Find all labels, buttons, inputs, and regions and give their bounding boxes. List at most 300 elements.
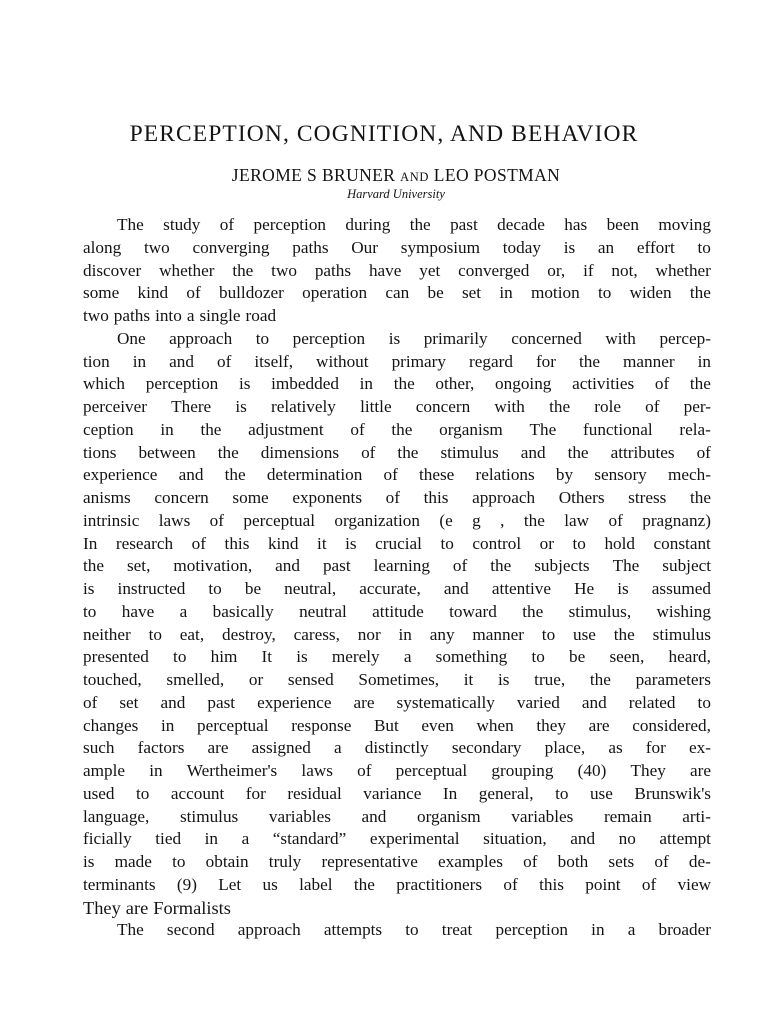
word: or	[539, 533, 554, 553]
word: of	[350, 419, 365, 439]
word: the	[567, 442, 589, 462]
word: of	[654, 852, 669, 871]
word: neutral,	[284, 579, 337, 598]
body-line	[83, 419, 711, 442]
word: him	[210, 647, 238, 667]
word: experience	[83, 465, 158, 485]
word: is	[296, 647, 308, 667]
body-line	[83, 555, 711, 578]
word: or,	[547, 260, 566, 280]
word: grouping	[491, 761, 554, 780]
word: ficially	[83, 829, 132, 849]
word: the	[391, 419, 413, 439]
word: with	[494, 397, 525, 416]
body-line	[83, 669, 711, 692]
word: experimental	[369, 829, 460, 849]
word: organism	[416, 806, 481, 826]
word: role	[594, 397, 621, 416]
word: Brunswik's	[634, 783, 711, 803]
word: wishing	[656, 601, 711, 621]
word: the	[523, 510, 545, 530]
word: are	[588, 715, 610, 735]
word: toward	[449, 601, 497, 621]
word: neutral	[299, 601, 347, 621]
word: the	[409, 215, 431, 234]
word: something	[435, 647, 508, 667]
word: g	[472, 510, 481, 530]
body-line	[83, 373, 711, 396]
word: into	[155, 306, 182, 325]
word: to	[597, 283, 612, 303]
word: paths	[292, 237, 329, 257]
word: in	[132, 351, 147, 371]
word: law	[564, 510, 590, 530]
word: of	[83, 692, 98, 712]
word: destroy,	[221, 624, 276, 644]
word: along	[83, 237, 122, 257]
word: to	[255, 328, 270, 348]
word: functional	[583, 419, 653, 439]
word: (9)	[176, 874, 197, 894]
word: the	[613, 624, 635, 644]
word: past	[322, 556, 351, 576]
word: treat	[441, 920, 473, 940]
word: in	[398, 624, 412, 644]
word: other,	[435, 374, 475, 394]
word: set,	[126, 556, 151, 576]
word: a	[333, 738, 342, 758]
word: is	[345, 533, 357, 553]
body-line	[83, 874, 711, 897]
word: use	[573, 624, 596, 644]
word: to	[136, 783, 150, 803]
word: ception	[83, 419, 134, 439]
word: perception	[495, 920, 569, 940]
word: been	[606, 215, 640, 234]
word: for	[645, 738, 666, 758]
word: ample	[83, 761, 125, 780]
word: hold	[604, 533, 635, 553]
word: during	[345, 215, 391, 234]
word: assumed	[651, 579, 711, 598]
word: Our	[351, 237, 378, 257]
word: merely	[331, 647, 380, 667]
word: a	[627, 920, 636, 940]
body-line	[83, 806, 711, 829]
word: kind	[137, 283, 169, 303]
word: primary	[391, 351, 446, 371]
word: rela-	[679, 419, 711, 439]
word: and	[520, 442, 546, 462]
word: attempts	[323, 920, 383, 940]
word: “standard”	[272, 829, 347, 849]
word: is	[617, 579, 629, 598]
word: kind	[267, 533, 299, 553]
word: perception	[292, 328, 366, 348]
word: to	[148, 624, 162, 644]
body-line	[83, 328, 711, 351]
word: set	[461, 283, 482, 303]
body-line	[83, 487, 711, 510]
word: ,	[500, 510, 505, 530]
word: secondary	[451, 738, 522, 758]
word: In	[83, 533, 98, 553]
word: perceptual	[395, 761, 468, 780]
word: single	[199, 306, 241, 325]
word: past	[450, 215, 478, 234]
word: But	[373, 715, 399, 735]
word: organism	[439, 419, 503, 439]
body-line	[83, 851, 711, 874]
word: to	[405, 920, 419, 940]
word: view	[677, 874, 711, 894]
word: ongoing	[495, 374, 552, 394]
word: considered,	[632, 715, 711, 735]
word: the	[200, 419, 222, 439]
word: sensory	[594, 465, 647, 485]
body-line	[83, 282, 711, 305]
word: a	[186, 306, 195, 325]
word: subject	[662, 556, 711, 576]
word: response	[291, 715, 352, 735]
body-line	[83, 760, 711, 783]
body-line	[83, 692, 711, 715]
word: to	[531, 647, 545, 667]
word: One	[117, 328, 146, 348]
word: language,	[83, 806, 150, 826]
word: symposium	[400, 237, 481, 257]
word: of	[219, 215, 235, 234]
word: and	[443, 579, 469, 598]
word: smelled,	[166, 670, 225, 689]
word: research	[115, 533, 174, 553]
word: The	[529, 419, 557, 439]
word: experience	[257, 692, 332, 712]
word: variance	[363, 783, 422, 803]
word: intrinsic	[83, 510, 140, 530]
word: converged	[458, 260, 530, 280]
body-line	[83, 897, 711, 920]
word: stimulus	[440, 442, 499, 462]
word: de-	[688, 852, 711, 871]
word: to	[555, 783, 569, 803]
word: and	[361, 806, 387, 826]
word: in	[149, 761, 163, 780]
word: in	[499, 283, 513, 303]
word: neither	[83, 624, 131, 644]
word: little	[360, 397, 392, 416]
body-line	[83, 442, 711, 465]
word: decade	[497, 215, 545, 234]
word: in	[160, 715, 175, 735]
word: primarily	[423, 328, 488, 348]
word: obtain	[205, 852, 249, 871]
word: tions	[83, 442, 117, 462]
word: study	[163, 215, 201, 234]
word: approach	[237, 920, 301, 940]
body-line	[83, 396, 711, 419]
word: They	[83, 897, 121, 918]
word: caress,	[293, 624, 340, 644]
word: He	[574, 579, 595, 598]
word: changes	[83, 715, 139, 735]
word: perceptual	[243, 510, 315, 530]
word: concern	[415, 397, 471, 416]
word: or	[248, 670, 264, 689]
word: a	[403, 647, 412, 667]
word: subjects	[534, 556, 590, 576]
word: to	[172, 852, 186, 871]
word: general,	[478, 783, 534, 803]
word: determination	[266, 465, 363, 485]
word: to	[541, 624, 556, 644]
word: in	[697, 351, 711, 371]
word: regard	[469, 351, 513, 371]
word: situation,	[483, 829, 547, 849]
word: examples	[438, 852, 503, 871]
word: the	[579, 351, 600, 371]
word: in	[591, 920, 605, 940]
word: terminants	[83, 874, 156, 894]
word: of	[696, 442, 711, 462]
word: are	[125, 897, 149, 918]
author-affiliation: Harvard University	[347, 187, 445, 201]
word: has	[564, 215, 588, 234]
word: if	[583, 260, 594, 280]
word: learning	[373, 556, 430, 576]
word: stimulus	[652, 624, 711, 644]
word: In	[442, 783, 458, 803]
body-line	[83, 919, 711, 942]
word: road	[245, 306, 277, 325]
word: true,	[534, 670, 566, 689]
word: of	[654, 374, 670, 394]
body-line	[83, 260, 711, 283]
word: assigned	[251, 738, 311, 758]
word: control	[472, 533, 522, 553]
word: be	[244, 579, 262, 598]
word: a	[179, 601, 188, 621]
word: in	[204, 829, 218, 849]
word: in	[359, 374, 373, 394]
word: and	[570, 829, 596, 849]
word: adjustment	[248, 419, 324, 439]
word: to	[440, 533, 454, 553]
word: no	[618, 829, 636, 849]
word: ex-	[688, 738, 711, 758]
word: converging	[192, 237, 270, 257]
word: systematically	[396, 692, 495, 712]
word: of	[186, 283, 201, 303]
word: they	[536, 715, 566, 735]
body-line	[83, 351, 711, 374]
word: relations	[475, 465, 535, 485]
word: whether	[655, 260, 711, 280]
word: Others	[558, 488, 605, 507]
word: of	[503, 874, 518, 894]
word: bulldozer	[218, 283, 284, 303]
word: perceptual	[196, 715, 269, 735]
word: the	[589, 670, 611, 689]
word: eat,	[179, 624, 205, 644]
word: be	[569, 647, 586, 667]
word: The	[117, 920, 144, 940]
word: two	[271, 260, 297, 280]
word: and	[160, 692, 186, 712]
word: for	[245, 783, 266, 803]
word: (40)	[577, 761, 607, 780]
word: label	[299, 874, 333, 894]
word: stimulus,	[568, 601, 632, 621]
word: distinctly	[364, 738, 429, 758]
word: sets	[608, 852, 635, 871]
word: and	[581, 692, 607, 712]
word: it	[463, 670, 474, 689]
word: (e	[439, 510, 453, 530]
word: tied	[155, 829, 182, 849]
word: effort	[636, 237, 675, 257]
word: concern	[154, 488, 209, 507]
word: accurate,	[359, 579, 421, 598]
word: past	[207, 692, 236, 712]
word: Formalists	[153, 897, 231, 918]
word: perception	[145, 374, 219, 394]
word: percep-	[659, 328, 711, 348]
word: in	[160, 419, 174, 439]
word: and	[178, 465, 204, 485]
word: whether	[159, 260, 215, 280]
word: residual	[287, 783, 342, 803]
word: instructed	[117, 579, 186, 598]
word: when	[476, 715, 514, 735]
word: by	[555, 465, 574, 485]
word: of	[523, 852, 538, 871]
word: discover	[83, 260, 142, 280]
word: the	[353, 874, 375, 894]
paper-title: PERCEPTION, COGNITION, AND BEHAVIOR	[129, 121, 639, 147]
word: stimulus	[179, 806, 239, 826]
word: moving	[658, 215, 711, 234]
word: organization	[334, 510, 420, 530]
word: approach	[472, 488, 536, 507]
word: parameters	[635, 670, 711, 689]
body-line	[83, 828, 711, 851]
word: some	[83, 283, 120, 303]
body-line	[83, 510, 711, 533]
word: are	[353, 692, 375, 712]
body-line	[83, 624, 711, 647]
word: seen,	[609, 647, 645, 667]
word: is	[388, 328, 401, 348]
word: is	[498, 670, 510, 689]
word: motion	[530, 283, 580, 303]
word: relatively	[271, 397, 336, 416]
word: perception	[253, 215, 327, 234]
word: today	[502, 237, 541, 257]
word: variables	[268, 806, 331, 826]
word: it	[317, 533, 327, 553]
word: perceiver	[83, 397, 147, 416]
author-first: JEROME S BRUNER	[231, 165, 396, 185]
word: mech-	[667, 465, 711, 485]
word: two	[143, 237, 170, 257]
word: this	[539, 874, 564, 894]
word: anisms	[83, 488, 131, 507]
word: presented	[83, 647, 149, 667]
word: approach	[169, 328, 233, 348]
word: manner	[472, 624, 524, 644]
word: both	[557, 852, 589, 871]
word: of	[217, 351, 232, 371]
word: attentive	[491, 579, 551, 598]
word: the	[689, 488, 711, 507]
author-second: LEO POSTMAN	[433, 165, 561, 185]
word: are	[690, 761, 711, 780]
word: to	[572, 533, 586, 553]
word: representative	[321, 852, 418, 871]
word: of	[452, 556, 468, 576]
word: account	[170, 783, 225, 803]
word: second	[166, 920, 215, 940]
body-line	[83, 601, 711, 624]
word: touched,	[83, 670, 142, 689]
word: for	[535, 351, 556, 371]
body-line	[83, 646, 711, 669]
word: sensed	[287, 670, 334, 689]
word: nor	[357, 624, 381, 644]
word: between	[138, 442, 196, 462]
word: dimensions	[260, 442, 340, 462]
word: without	[316, 351, 369, 371]
word: practitioners	[396, 874, 483, 894]
word: of	[191, 533, 206, 553]
word: an	[597, 237, 615, 257]
word: of	[383, 465, 398, 485]
word: the	[217, 442, 239, 462]
word: these	[419, 465, 455, 485]
word: is	[235, 397, 247, 416]
word: such	[83, 738, 115, 758]
word: attempt	[659, 829, 711, 849]
word: heard,	[668, 647, 711, 667]
word: point	[585, 874, 621, 894]
word: There	[171, 397, 212, 416]
word: the	[83, 556, 104, 576]
word: attitude	[372, 601, 424, 621]
word: the	[689, 374, 711, 394]
word: of	[209, 510, 224, 530]
body-line	[83, 464, 711, 487]
word: stress	[628, 488, 667, 507]
word: which	[83, 374, 126, 394]
word: attributes	[610, 442, 675, 462]
word: is	[83, 852, 95, 871]
word: Sometimes,	[358, 670, 440, 689]
word: laws	[301, 761, 333, 780]
word: arti-	[682, 806, 711, 826]
word: us	[262, 874, 278, 894]
word: the	[232, 260, 254, 280]
word: be	[427, 283, 444, 303]
word: broader	[658, 920, 711, 940]
word: can	[385, 283, 410, 303]
word: paths	[314, 260, 352, 280]
word: of	[385, 488, 400, 507]
word: this	[224, 533, 250, 553]
word: basically	[212, 601, 274, 621]
word: place,	[544, 738, 586, 758]
word: of	[357, 761, 372, 780]
